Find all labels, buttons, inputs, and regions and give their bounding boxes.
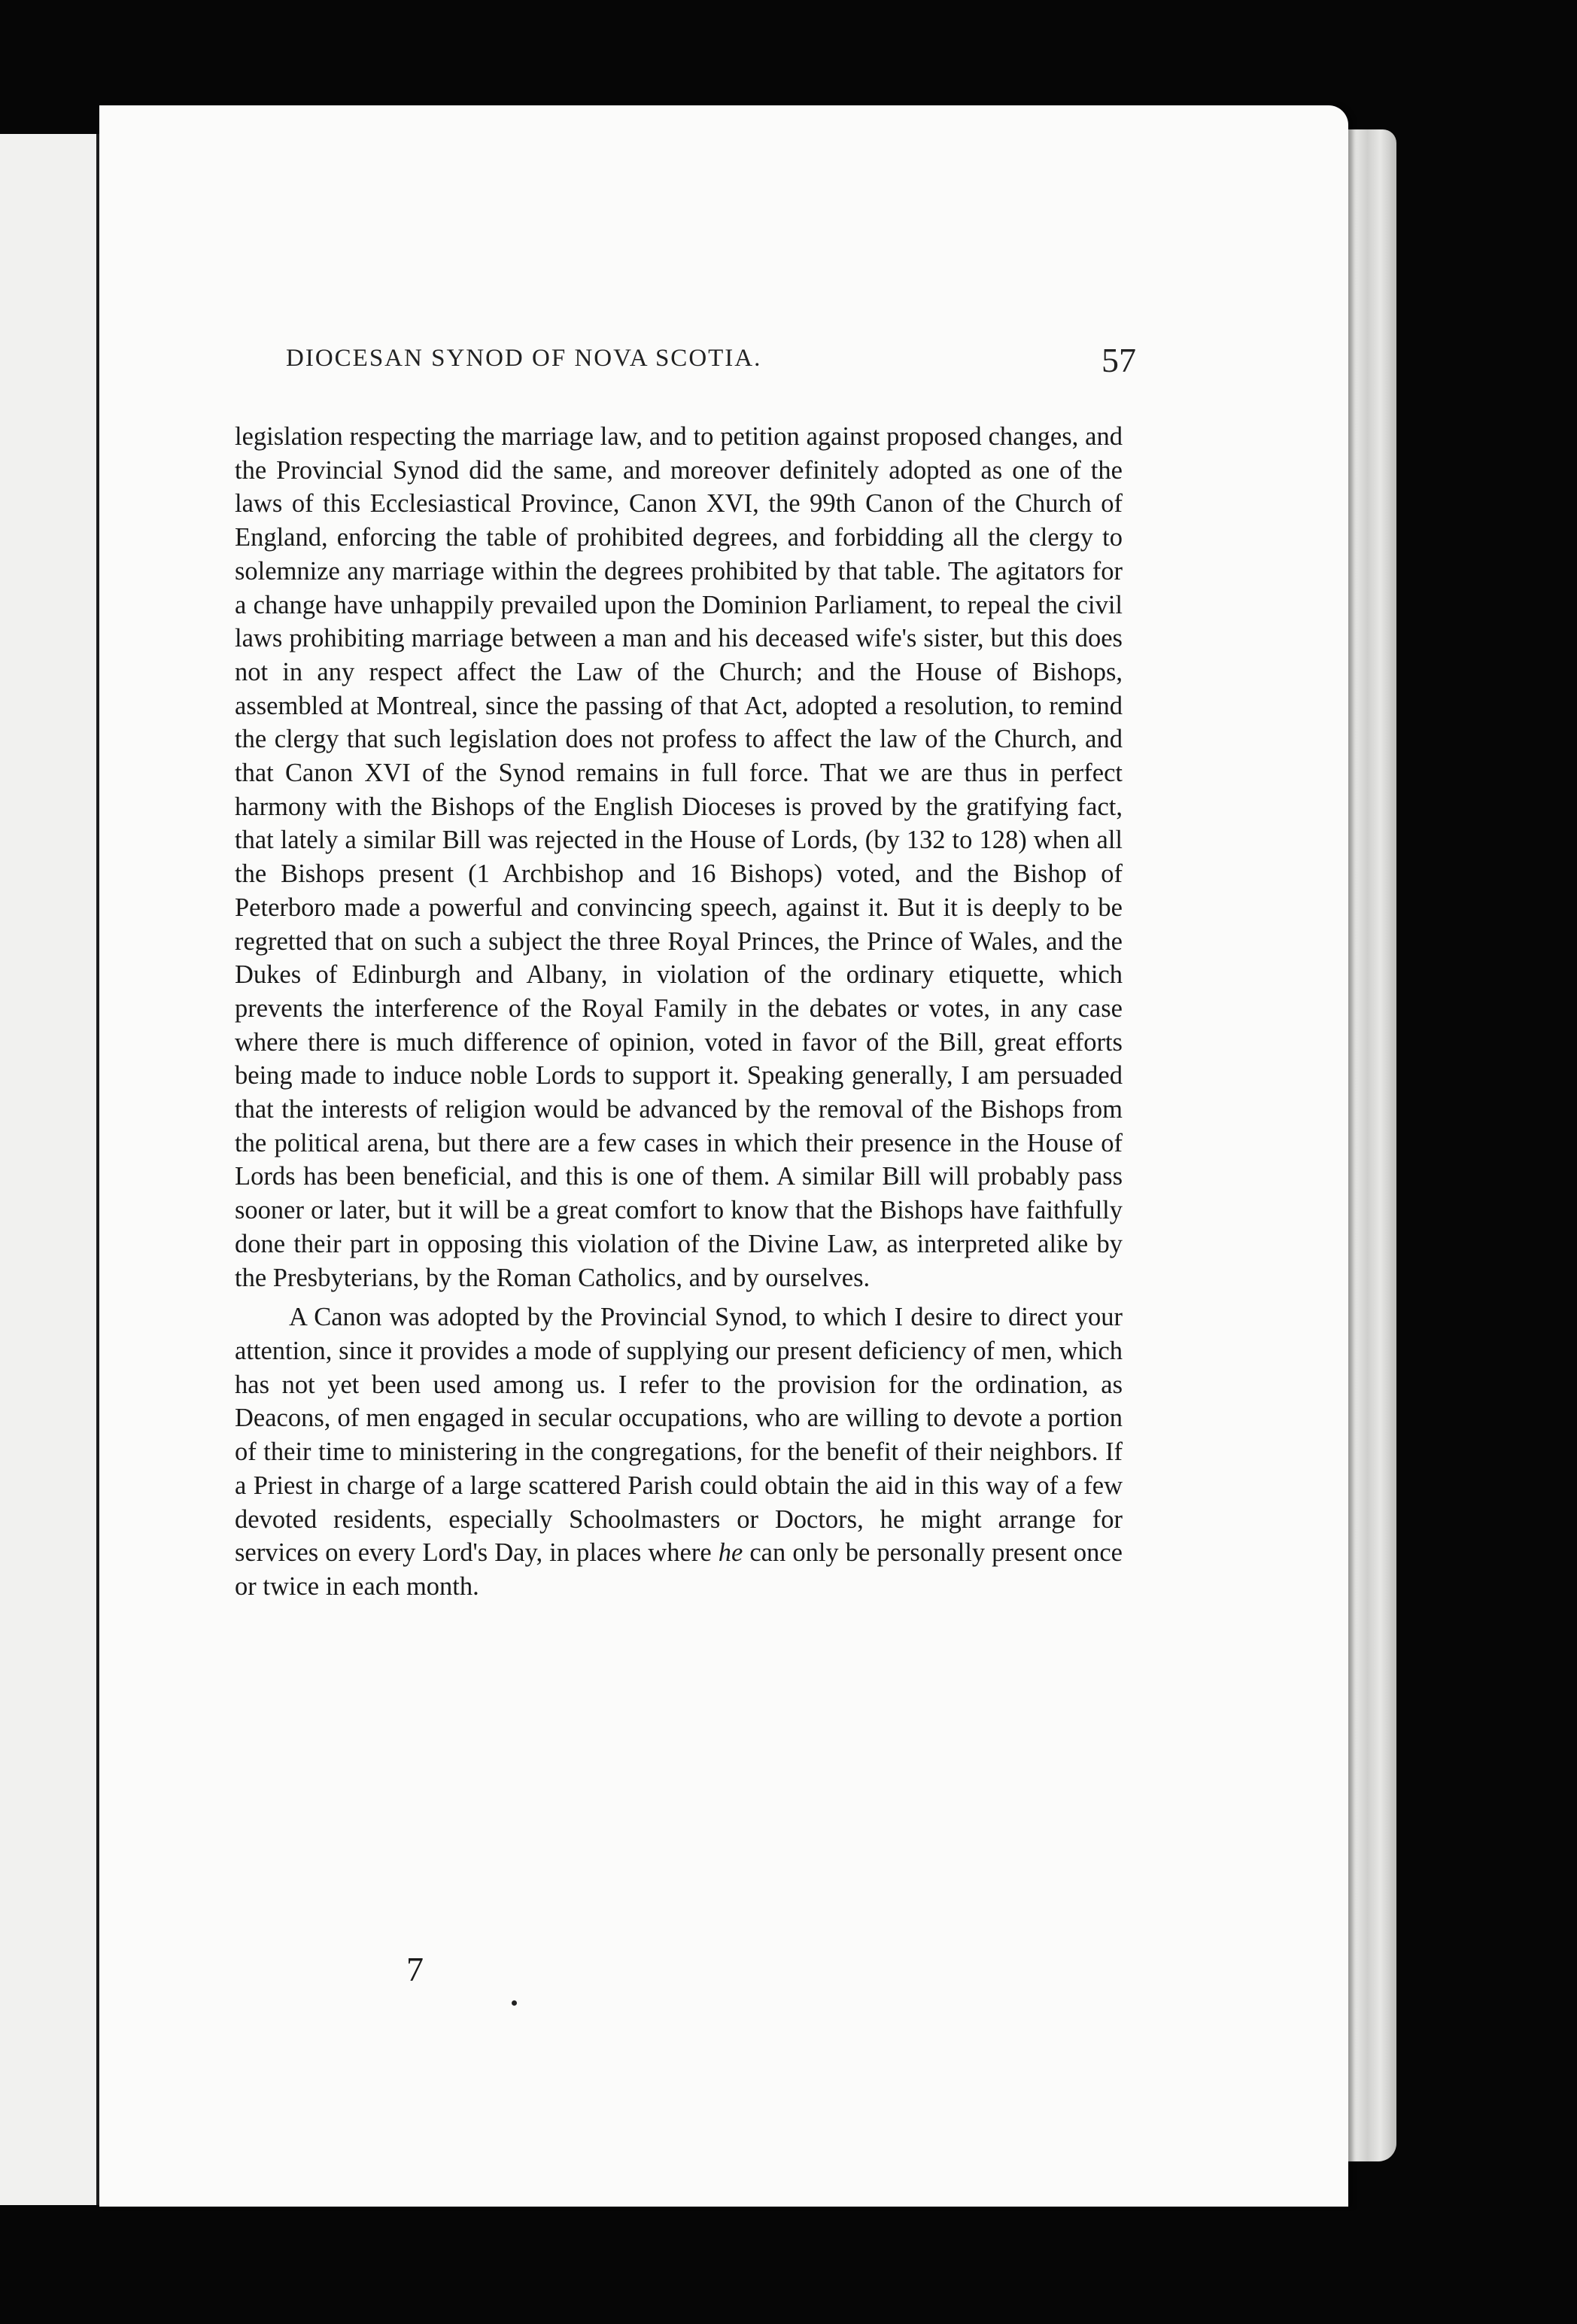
paragraph-text: A Canon was adopted by the Provincial Synod, to which I desire to direct your attention, since it provides a mode of supplying our present deficiency of men, which has not yet been used among us. I refer to the provision for the ordination, as Deacons, of men engaged in secular occupations, who are willing to devote a portion of their time to ministering in the congregations, for the benefit of their neighbors. If a Priest in charge of a large scattered Parish could obtain the aid in this way of a few devoted residents, especially Schoolmasters or Doctors, he might arrange for services on every Lord's Day, in places where [235,1303,1123,1568]
paragraph [235,1300,1123,1603]
ink-dot [512,2000,517,2006]
signature-mark: 7 [406,1950,424,1988]
page-number: 57 [1101,341,1136,379]
italic-word: he [718,1538,743,1568]
page-header [286,340,1136,388]
adjacent-page-edge [0,134,102,2205]
running-title: DIOCESAN SYNOD OF NOVA SCOTIA. [286,345,762,372]
paragraph-text-tail: can only be personally present once or twice in each month. [235,1538,1123,1601]
body-text [235,420,1123,1604]
paragraph: legislation respecting the marriage law, and to petition against proposed changes, and the Provincial Synod did the same, and moreover definitely adopted as one of the laws of this Ecclesiastical Province, Canon XVI, the 99th Canon of the Church of England, enforcing the table of prohibited degrees, and forbidding all the clergy to solemnize any marriage within the degrees prohibited by that table. The agitators for a change have unhappily prevailed upon the Dominion Parliament, to repeal the civil laws prohibiting marriage between a man and his deceased wife's sister, but this does not in any respect affect the Law of the Church; and the House of Bishops, assembled at Montreal, since the passing of that Act, adopted a resolution, to remind the clergy that such legislation does not profess to affect the law of the Church, and that Canon XVI of the Synod remains in full force. That we are thus in perfect harmony with the Bishops of the English Dioceses is proved by the gratifying fact, that lately a similar Bill was rejected in the House of Lords, (by 132 to 128) when all the Bishops present (1 Archbishop and 16 Bishops) voted, and the Bishop of Peterboro made a powerful and convincing speech, against it. But it is deeply to be regretted that on such a subject the three Royal Princes, the Prince of Wales, and the Dukes of Edinburgh and Albany, in violation of the ordinary etiquette, which prevents the interference of the Royal Family in the debates or votes, in any case where there is much difference of opinion, voted in favor of the Bill, great efforts being made to induce noble Lords to support it. Speaking generally, I am persuaded that the interests of religion would be advanced by the removal of the Bishops from the political arena, but there are a few cases in which their presence in the House of Lords has been beneficial, and this is one of them. A similar Bill will probably pass sooner or later, but it will be a great comfort to know that the Bishops have faithfully done their part in opposing this violation of the Divine Law, as interpreted alike by the Presbyterians, by the Roman Catholics, and by ourselves. [235,422,1123,1292]
